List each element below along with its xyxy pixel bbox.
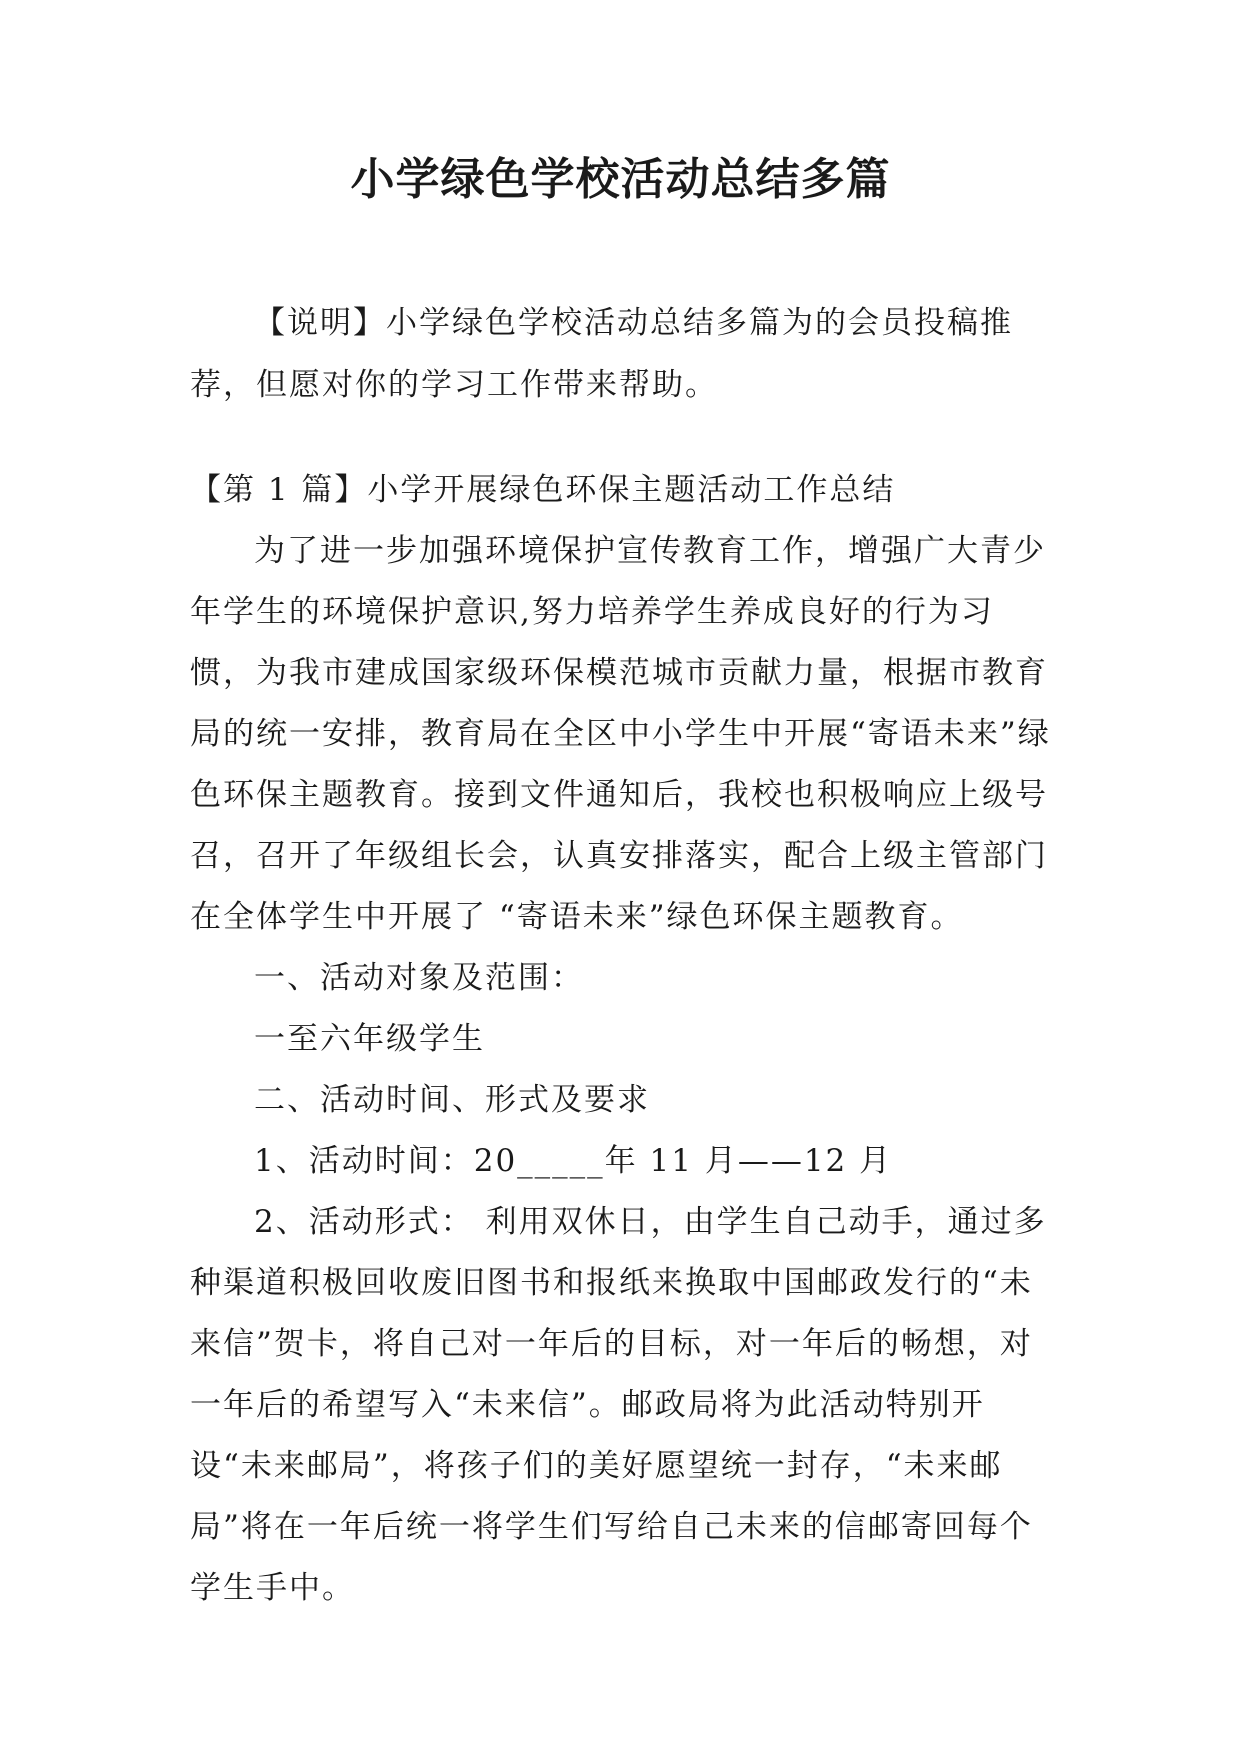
- document-title: 小学绿色学校活动总结多篇: [350, 154, 891, 205]
- section-paragraph: 一、活动对象及范围：: [254, 960, 584, 996]
- section-paragraph: 1、活动时间：20_____年 11 月——12 月: [254, 1143, 893, 1179]
- section-heading: 【第 1 篇】小学开展绿色环保主题活动工作总结: [190, 472, 896, 508]
- section-1: [190, 460, 1055, 1619]
- section-paragraph: 2、活动形式： 利用双休日，由学生自己动手，通过多种渠道积极回收废旧图书和报纸来换取中国邮政发行的“未来信”贺卡，将自己对一年后的目标，对一年后的畅想，对一年后的希望写入“未来信”。邮政局将为此活动特别开设“未来邮局”，将孩子们的美好愿望统一封存，“未来邮局”将在一年后统一将学生们写给自己未来的信邮寄回每个学生手中。: [190, 1204, 1047, 1606]
- section-paragraph: 二、活动时间、形式及要求: [254, 1082, 650, 1118]
- intro-paragraph: 【说明】小学绿色学校活动总结多篇为的会员投稿推荐，但愿对你的学习工作带来帮助。: [190, 305, 1013, 403]
- section-paragraph: 一至六年级学生: [254, 1021, 485, 1057]
- section-paragraph: 为了进一步加强环境保护宣传教育工作，增强广大青少年学生的环境保护意识,努力培养学生养成良好的行为习惯，为我市建成国家级环保模范城市贡献力量，根据市教育局的统一安排，教育局在全区中小学生中开展“寄语未来”绿色环保主题教育。接到文件通知后，我校也积极响应上级号召，召开了年级组长会，认真安排落实，配合上级主管部门在全体学生中开展了 “寄语未来”绿色环保主题教育。: [190, 533, 1051, 935]
